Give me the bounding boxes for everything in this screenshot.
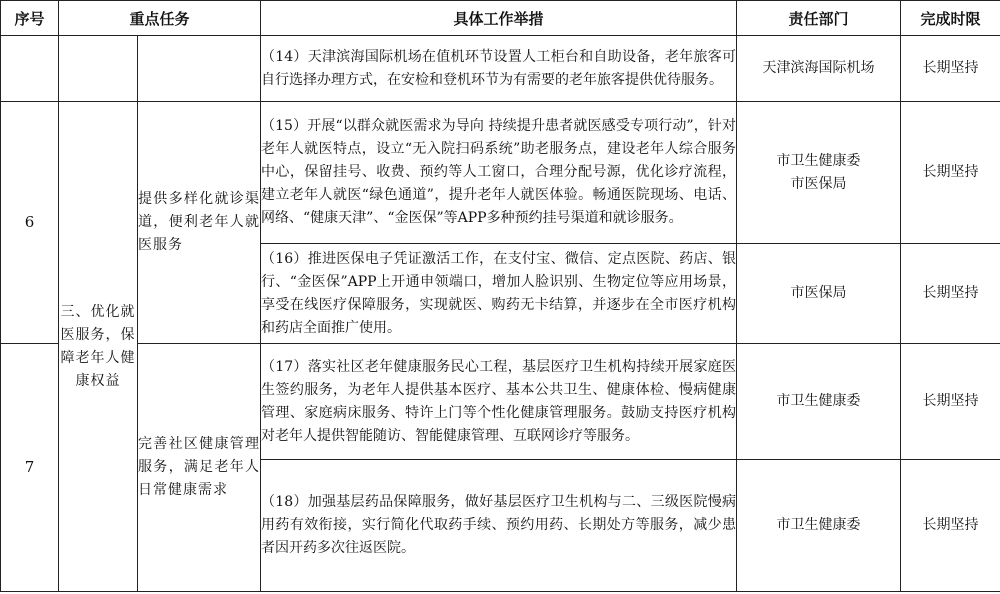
dept-cell-18 — [737, 460, 901, 592]
task-cell-empty — [138, 36, 261, 102]
seq-cell-6: 6 — [1, 102, 59, 344]
dept-cell-15 — [737, 102, 901, 244]
table-row-15 — [1, 102, 1000, 244]
header-seq: 序号 — [1, 1, 59, 36]
table-row-14 — [1, 36, 1000, 102]
task-cell-7: 完善社区健康管理服务，满足老年人日常健康需求 — [138, 344, 261, 592]
measure-cell-15: （15）开展“以群众就医需求为导向 持续提升患者就医感受专项行动”，针对老年人就医特点，设立“无入院扫码系统”助老服务点，建设老年人综合服务中心，保留挂号、收费、预约等人工窗口，合理分配号源，优化诊疗流程，建立老年人就医“绿色通道”，提升老年人就医体验。畅通医院现场、电话、网络、“健康天津”、“金医保”等APP多种预约挂号渠道和就诊服务。 — [261, 102, 737, 244]
category-cell: 三、优化就医服务，保障老年人健康权益 — [59, 102, 138, 592]
header-dept: 责任部门 — [737, 1, 901, 36]
deadline-cell-16: 长期坚持 — [901, 244, 1000, 344]
deadline-cell-17: 长期坚持 — [901, 344, 1000, 460]
header-measure: 具体工作举措 — [261, 1, 737, 36]
header-task: 重点任务 — [59, 1, 261, 36]
dept-line: 市医保局 — [790, 175, 847, 192]
dept-cell-16 — [737, 244, 901, 344]
deadline-cell-15: 长期坚持 — [901, 102, 1000, 244]
measure-cell-18: （18）加强基层药品保障服务，做好基层医疗卫生机构与二、三级医院慢病用药有效衔接，实行简化代取药手续、预约用药、长期处方等服务，减少患者因开药多次往返医院。 — [261, 460, 737, 592]
measure-cell-14: （14）天津滨海国际机场在值机环节设置人工柜台和自助设备，老年旅客可自行选择办理方式，在安检和登机环节为有需要的老年旅客提供优待服务。 — [261, 36, 737, 102]
measure-cell-17: （17）落实社区老年健康服务民心工程，基层医疗卫生机构持续开展家庭医生签约服务，为老年人提供基本医疗、基本公共卫生、健康体检、慢病健康管理、家庭病床服务、特许上门等个性化健康管理服务。鼓励支持医疗机构对老年人提供智能随访、智能健康管理、互联网诊疗等服务。 — [261, 344, 737, 460]
measure-cell-16: （16）推进医保电子凭证激活工作，在支付宝、微信、定点医院、药店、银行、“金医保”APP上开通申领端口，增加人脸识别、生物定位等应用场景，享受在线医疗保障服务，实现就医、购药无卡结算，并逐步在全市医疗机构和药店全面推广使用。 — [261, 244, 737, 344]
dept-line: 市卫生健康委 — [776, 517, 861, 533]
category-cell-empty — [59, 36, 138, 102]
deadline-cell-14: 长期坚持 — [901, 36, 1000, 102]
seq-cell-empty — [1, 36, 59, 102]
task-cell-6: 提供多样化就诊渠道，便利老年人就医服务 — [138, 102, 261, 344]
header-row — [1, 1, 1000, 36]
seq-cell-7: 7 — [1, 344, 59, 592]
deadline-cell-18: 长期坚持 — [901, 460, 1000, 592]
dept-line: 市医保局 — [790, 285, 847, 301]
table-row-17 — [1, 344, 1000, 460]
dept-cell-14: 天津滨海国际机场 — [737, 36, 901, 102]
dept-cell-17 — [737, 344, 901, 460]
header-deadline: 完成时限 — [901, 1, 1000, 36]
dept-line: 市卫生健康委 — [776, 152, 861, 169]
dept-line: 市卫生健康委 — [776, 393, 861, 409]
